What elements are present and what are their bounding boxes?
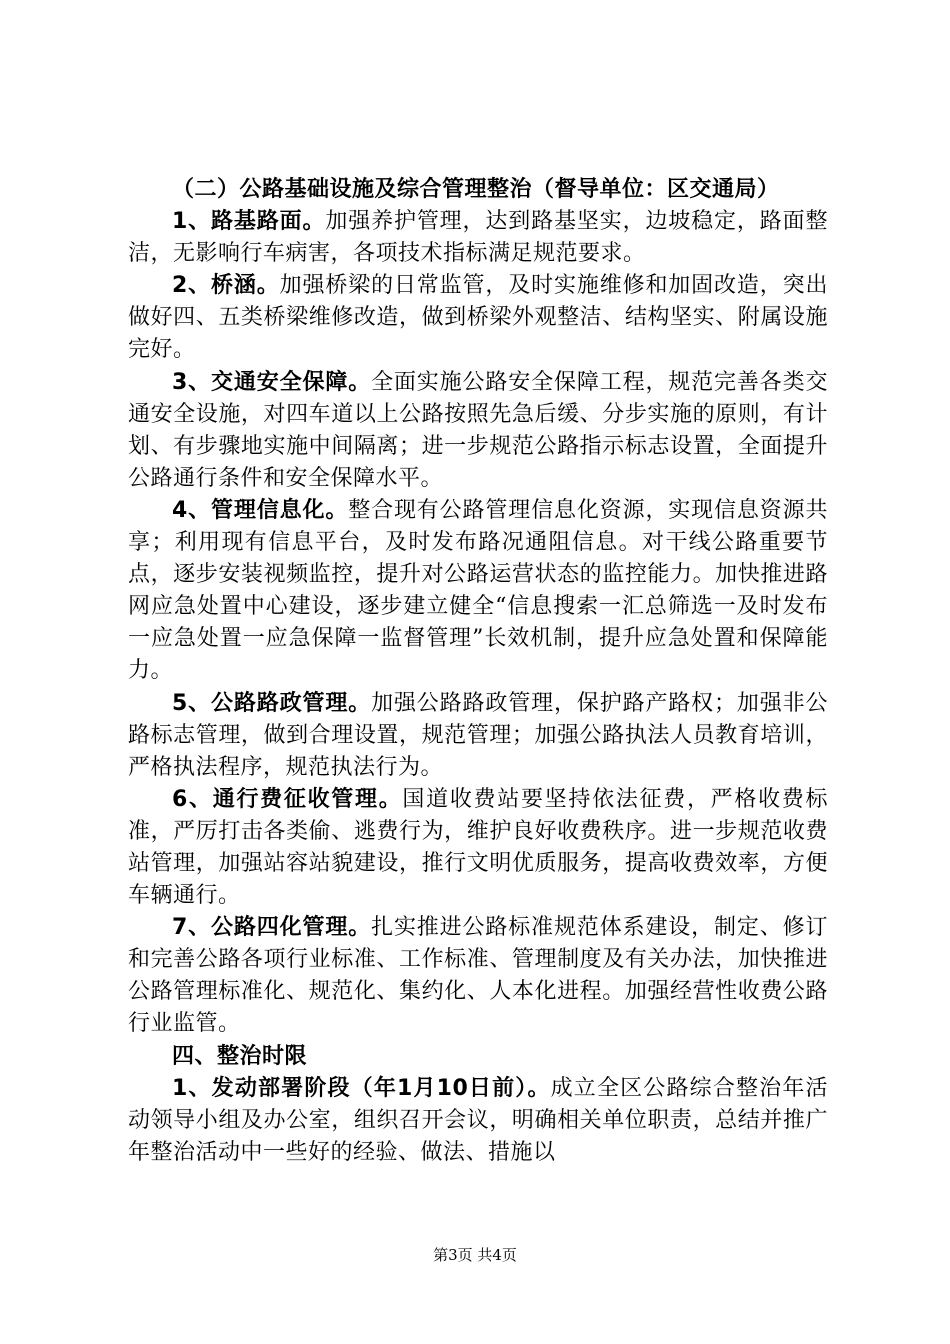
item-title-5: 5、公路路政管理。 <box>172 690 372 716</box>
section4-heading: 四、整治时限 <box>172 1043 308 1069</box>
section-heading-text: （二）公路基础设施及综合管理整治（督导单位：区交通局） <box>172 177 780 202</box>
item-paragraph-7 <box>128 912 828 1040</box>
item-paragraph-5 <box>128 688 828 784</box>
phase1-paragraph <box>128 1073 828 1169</box>
phase1-body: 成立全区公路综合整治年活动领导小组及办公室，组织召开会议，明确相关单位职责，总结并推广年整治活动中一些好的经验、做法、措施以 <box>128 1075 828 1165</box>
page-footer: 第3页 共4页 <box>433 1246 517 1264</box>
document-body <box>128 174 828 1169</box>
item-paragraph-4 <box>128 495 828 688</box>
item-title-7: 7、公路四化管理。 <box>172 915 372 941</box>
item-body-2: 加强桥梁的日常监管，及时实施维修和加固改造，突出做好四、五类桥梁维修改造，做到桥梁外观整洁、结构坚实、附属设施完好。 <box>128 273 828 363</box>
item-body-7: 扎实推进公路标准规范体系建设，制定、修订和完善公路各项行业标准、工作标准、管理制度及有关办法，加快推进公路管理标准化、规范化、集约化、人本化进程。加强经营性收费公路行业监管。 <box>128 915 828 1037</box>
item-paragraph-3 <box>128 367 828 495</box>
section-heading <box>128 174 828 206</box>
item-title-1: 1、路基路面。 <box>172 209 326 235</box>
item-paragraph-6 <box>128 784 828 912</box>
item-title-2: 2、桥涵。 <box>172 273 280 299</box>
item-paragraph-1 <box>128 206 828 270</box>
phase1-title: 1、发动部署阶段（年1月10日前）。 <box>172 1075 551 1101</box>
item-title-6: 6、通行费征收管理。 <box>172 786 403 812</box>
item-body-3: 全面实施公路安全保障工程，规范完善各类交通安全设施，对四车道以上公路按照先急后缓、分步实施的原则，有计划、有步骤地实施中间隔离；进一步规范公路指示标志设置，全面提升公路通行条件和安全保障水平。 <box>128 369 828 491</box>
item-paragraph-2 <box>128 270 828 366</box>
item-body-1: 加强养护管理，达到路基坚实，边坡稳定，路面整洁，无影响行车病害，各项技术指标满足规范要求。 <box>128 209 828 267</box>
item-title-4: 4、管理信息化。 <box>172 497 349 523</box>
item-title-3: 3、交通安全保障。 <box>172 369 372 395</box>
item-body-6: 国道收费站要坚持依法征费，严格收费标准，严厉打击各类偷、逃费行为，维护良好收费秩序。进一步规范收费站管理，加强站容站貌建设，推行文明优质服务，提高收费效率，方便车辆通行。 <box>128 786 828 909</box>
item-body-5: 加强公路路政管理，保护路产路权；加强非公路标志管理，做到合理设置，规范管理；加强公路执法人员教育培训，严格执法程序，规范执法行为。 <box>128 690 828 780</box>
item-body-4: 整合现有公路管理信息化资源，实现信息资源共享；利用现有信息平台，及时发布路况通阻信息。对干线公路重要节点，逐步安装视频监控，提升对公路运营状态的监控能力。加快推进路网应急处置中心建设，逐步建立健全“信息搜索一汇总筛选一及时发布一应急处置一应急保障一监督管理”长效机制，提升应急处置和保障能力。 <box>128 497 828 684</box>
